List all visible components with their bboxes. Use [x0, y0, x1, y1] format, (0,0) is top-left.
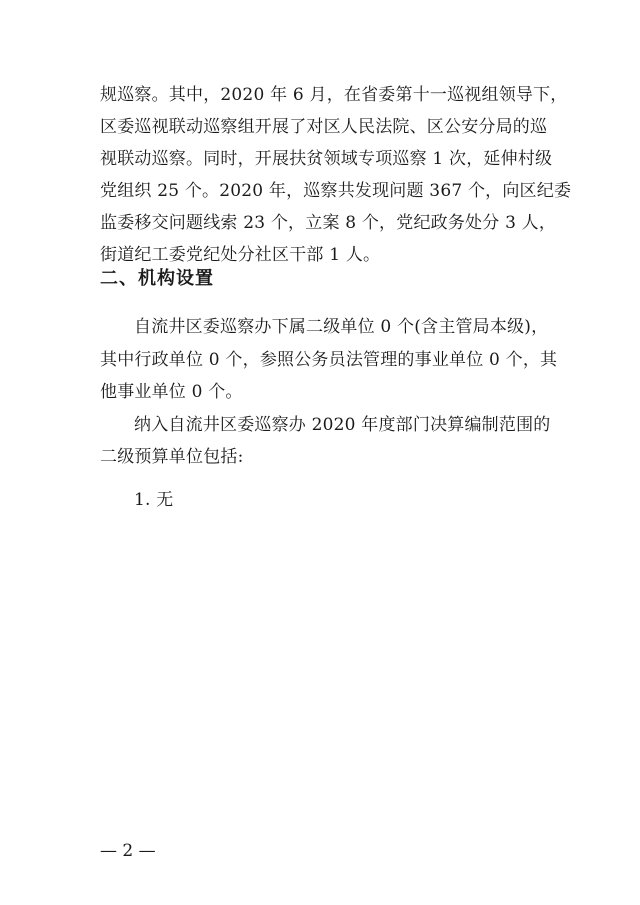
body-text-line: 其中行政单位 0 个，参照公务员法管理的事业单位 0 个，其	[100, 350, 558, 370]
body-text-line: 二级预算单位包括:	[100, 447, 244, 467]
section-heading: 二、机构设置	[100, 268, 214, 289]
list-item: 1. 无	[134, 490, 174, 510]
body-text-line: 视联动巡察。同时，开展扶贫领域专项巡察 1 次，延伸村级	[100, 149, 553, 169]
body-text-line: 街道纪工委党纪处分社区干部 1 人。	[100, 245, 381, 265]
body-text-line: 纳入自流井区委巡察办 2020 年度部门决算编制范围的	[134, 415, 551, 435]
body-text-line: 规巡察。其中，2020 年 6 月，在省委第十一巡视组领导下，	[100, 85, 568, 105]
page-number: — 2 —	[100, 841, 156, 861]
body-text-line: 自流井区委巡察办下属二级单位 0 个(含主管局本级)，	[134, 317, 549, 337]
body-text-line: 他事业单位 0 个。	[100, 382, 243, 402]
body-text-line: 监委移交问题线索 23 个，立案 8 个，党纪政务处分 3 人，	[100, 213, 557, 233]
body-text-line: 区委巡视联动巡察组开展了对区人民法院、区公安分局的巡	[100, 117, 548, 137]
body-text-line: 党组织 25 个。2020 年，巡察共发现问题 367 个，向区纪委	[100, 181, 572, 201]
